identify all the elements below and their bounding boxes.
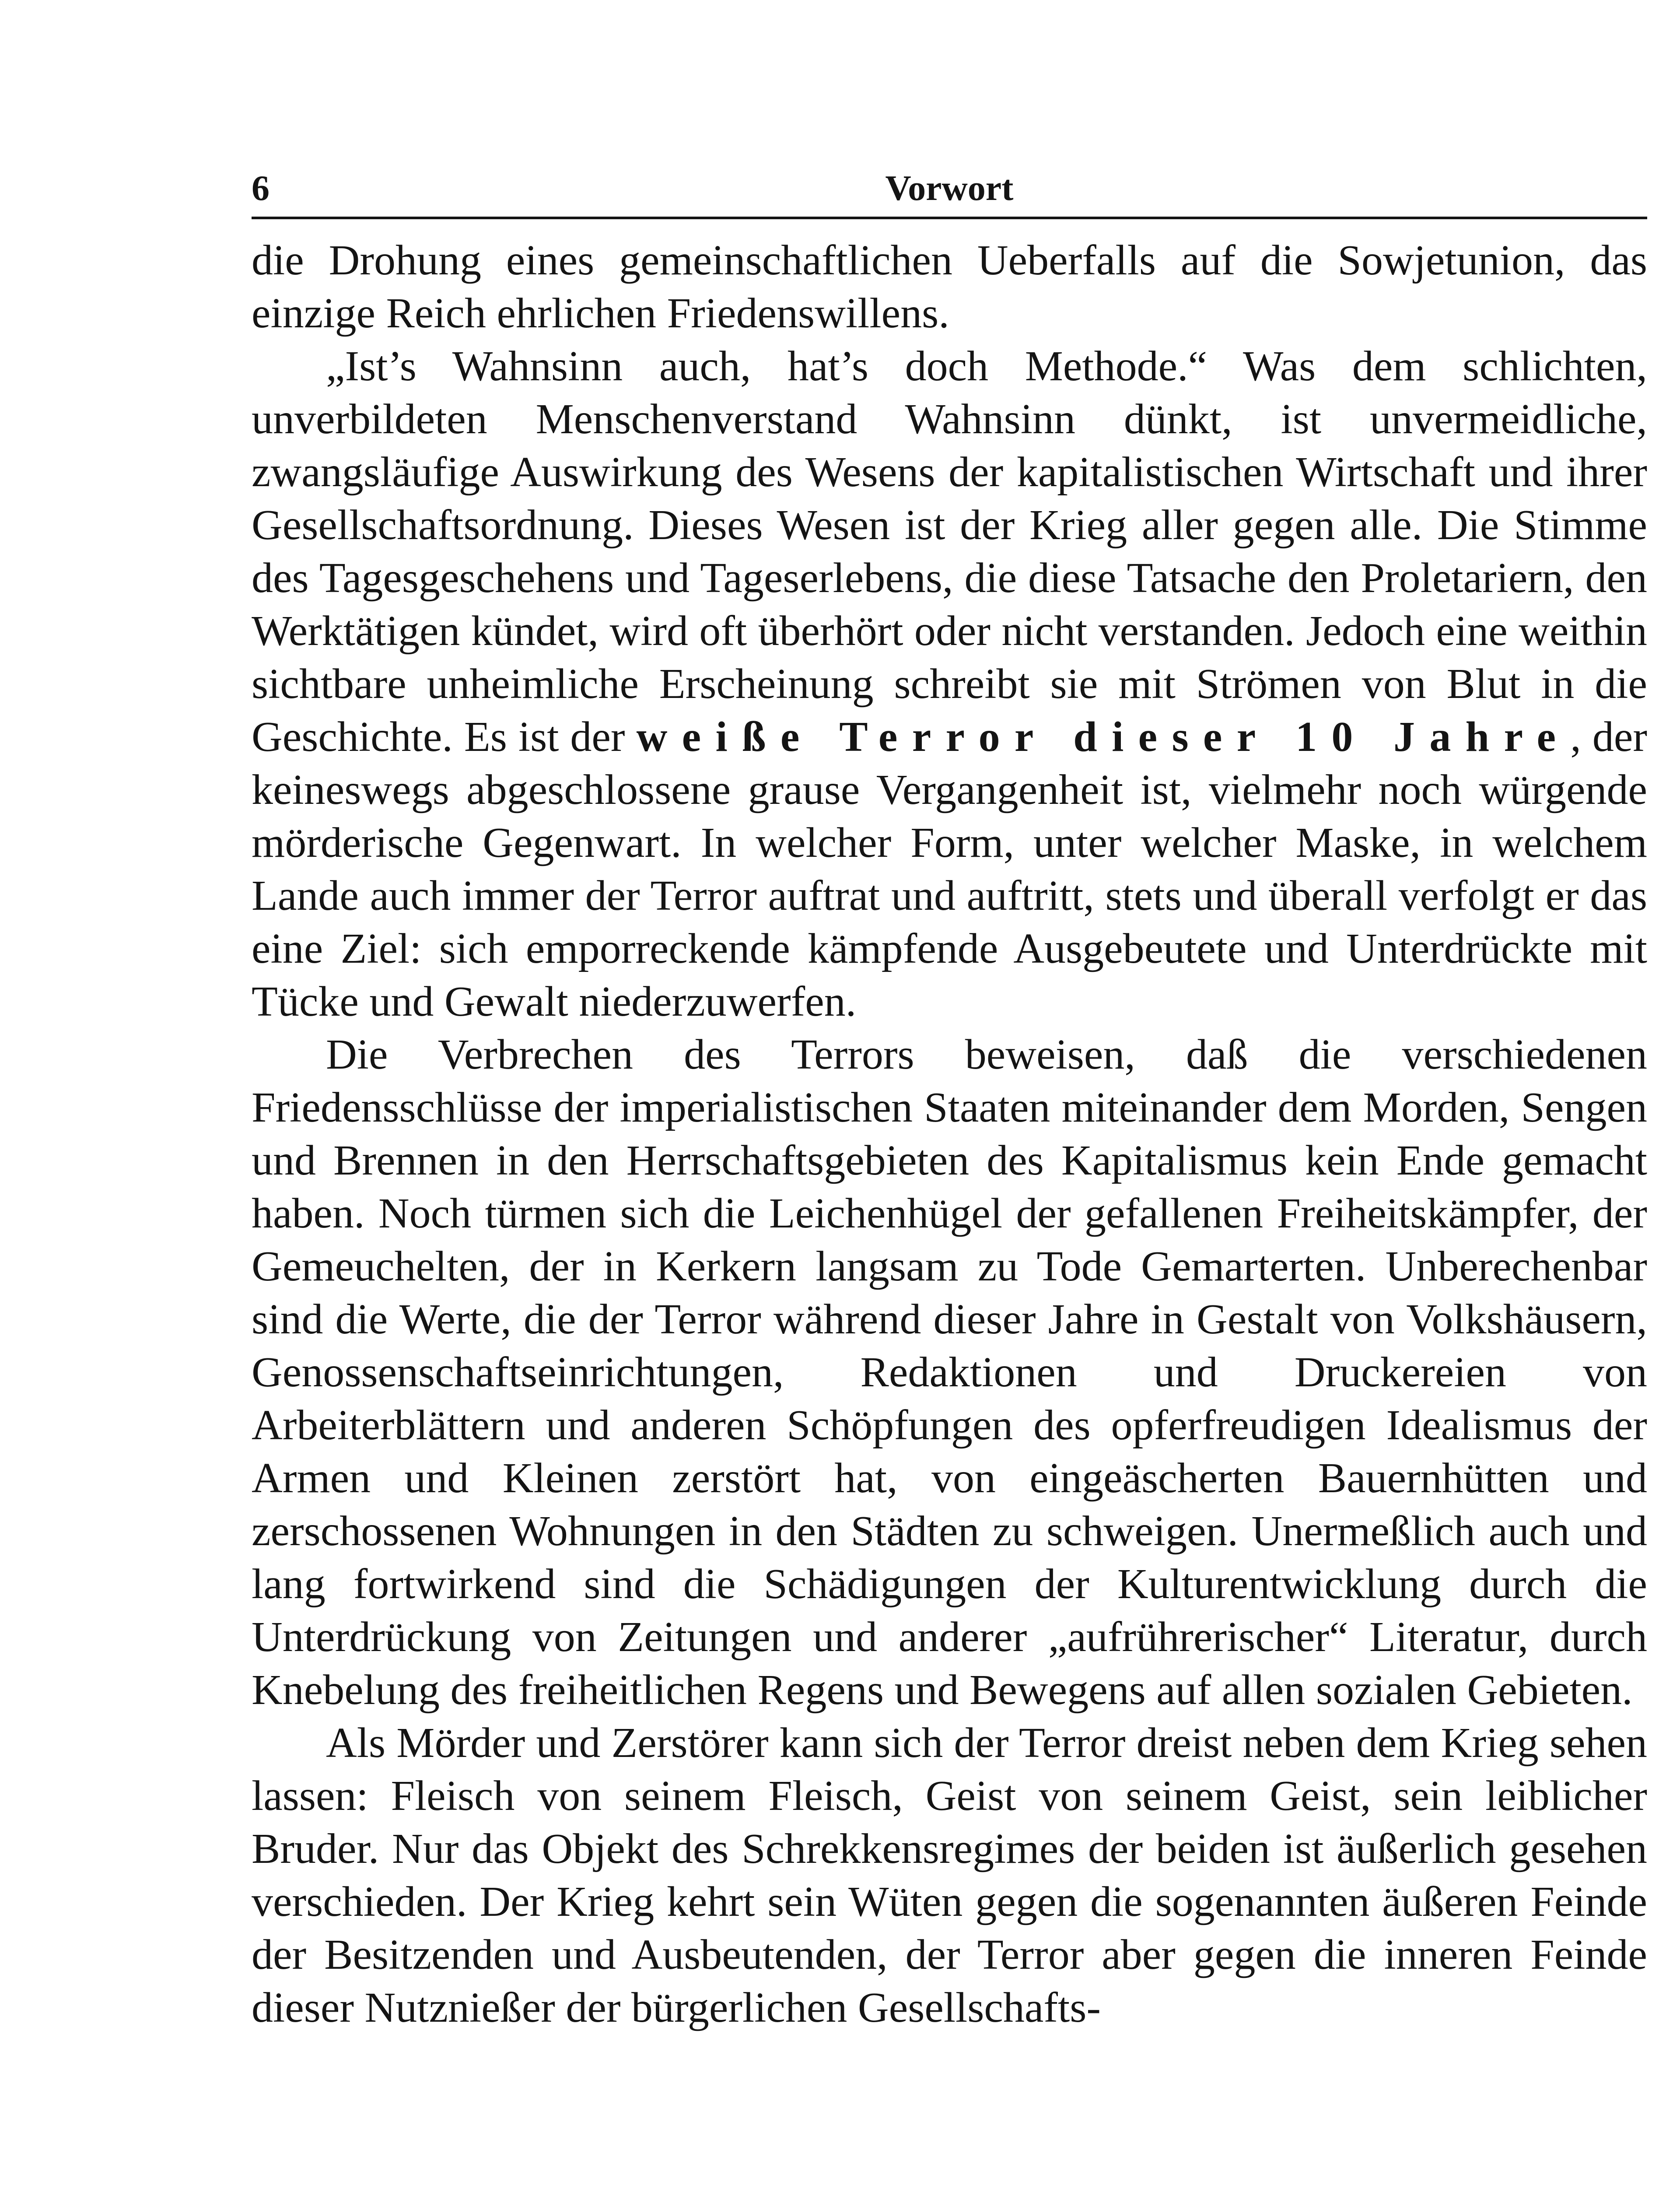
body-text [252,234,1647,2034]
book-page [252,160,1647,2034]
paragraph-2-end: , der keineswegs abgeschlossene grause Vergangenheit ist, vielmehr noch würgende mörderische Gegenwart. In welcher Form, unter welcher Maske, in welchem Lande auch immer der Terror auftrat und auftritt, stets und überall verfolgt er das eine Ziel: sich emporreckende kämpfende Ausgebeutete und Unterdrückte mit Tücke und Gewalt niederzuwerfen. [252,713,1648,1025]
paragraph-3: Die Verbrechen des Terrors beweisen, daß die verschiedenen Friedensschlüsse der imperialistischen Staaten miteinander dem Morden, Sengen und Brennen in den Herrschaftsgebieten des Kapitalismus kein Ende gemacht haben. Noch türmen sich die Leichenhügel der gefallenen Freiheitskämpfer, der Gemeuchelten, der in Kerkern langsam zu Tode Gemarterten. Unberechenbar sind die Werte, die der Terror während dieser Jahre in Gestalt von Volkshäusern, Genossenschaftseinrichtungen, Redaktionen und Druckereien von Arbeiterblättern und anderen Schöpfungen des opferfreudigen Idealismus der Armen und Kleinen zerstört hat, von eingeäscherten Bauernhütten und zerschossenen Wohnungen in den Städten zu schweigen. Unermeßlich auch und lang fortwirkend sind die Schädigungen der Kulturentwicklung durch die Unterdrückung von Zeitungen und anderer „aufrührerischer“ Literatur, durch Knebelung des freiheitlichen Regens und Bewegens auf allen sozialen Gebieten. [252,1031,1647,1714]
spaced-emphasis: weiße Terror dieser 10 Jahre [636,713,1571,761]
header-rule [252,217,1647,219]
paragraph-4: Als Mörder und Zerstörer kann sich der Terror dreist neben dem Krieg sehen lassen: Fleisch von seinem Fleisch, Geist von seinem Geist, sein leiblicher Bruder. Nur das Objekt des Schrekkensregimes der beiden ist äußerlich gesehen verschieden. Der Krieg kehrt sein Wüten gegen die sogenannten äußeren Feinde der Besitzenden und Ausbeutenden, der Terror aber gegen die inneren Feinde dieser Nutznießer der bürgerlichen Gesellschafts- [252,1719,1647,2031]
paragraph-2-start: „Ist’s Wahnsinn auch, hat’s doch Methode.“ Was dem schlichten, unverbildeten Menschenverstand Wahnsinn dünkt, ist unvermeidliche, zwangsläufige Auswirkung des Wesens der kapitalistischen Wirtschaft und ihrer Gesellschaftsordnung. Dieses Wesen ist der Krieg aller gegen alle. Die Stimme des Tagesgeschehens und Tageserlebens, die diese Tatsache den Proletariern, den Werktätigen kündet, wird oft überhört oder nicht verstanden. Jedoch eine weithin sichtbare unheimliche Erscheinung schreibt sie mit Strömen von Blut in die Geschichte. Es ist der [252,343,1647,761]
running-head [252,160,1647,217]
paragraph-1: die Drohung eines gemeinschaftlichen Ueberfalls auf die Sowjetunion, das einzige Reich ehrlichen Friedenswillens. [252,237,1647,337]
paragraph-2 [252,340,1647,1028]
running-title: Vorwort [885,168,1014,208]
page-number: 6 [252,168,270,208]
